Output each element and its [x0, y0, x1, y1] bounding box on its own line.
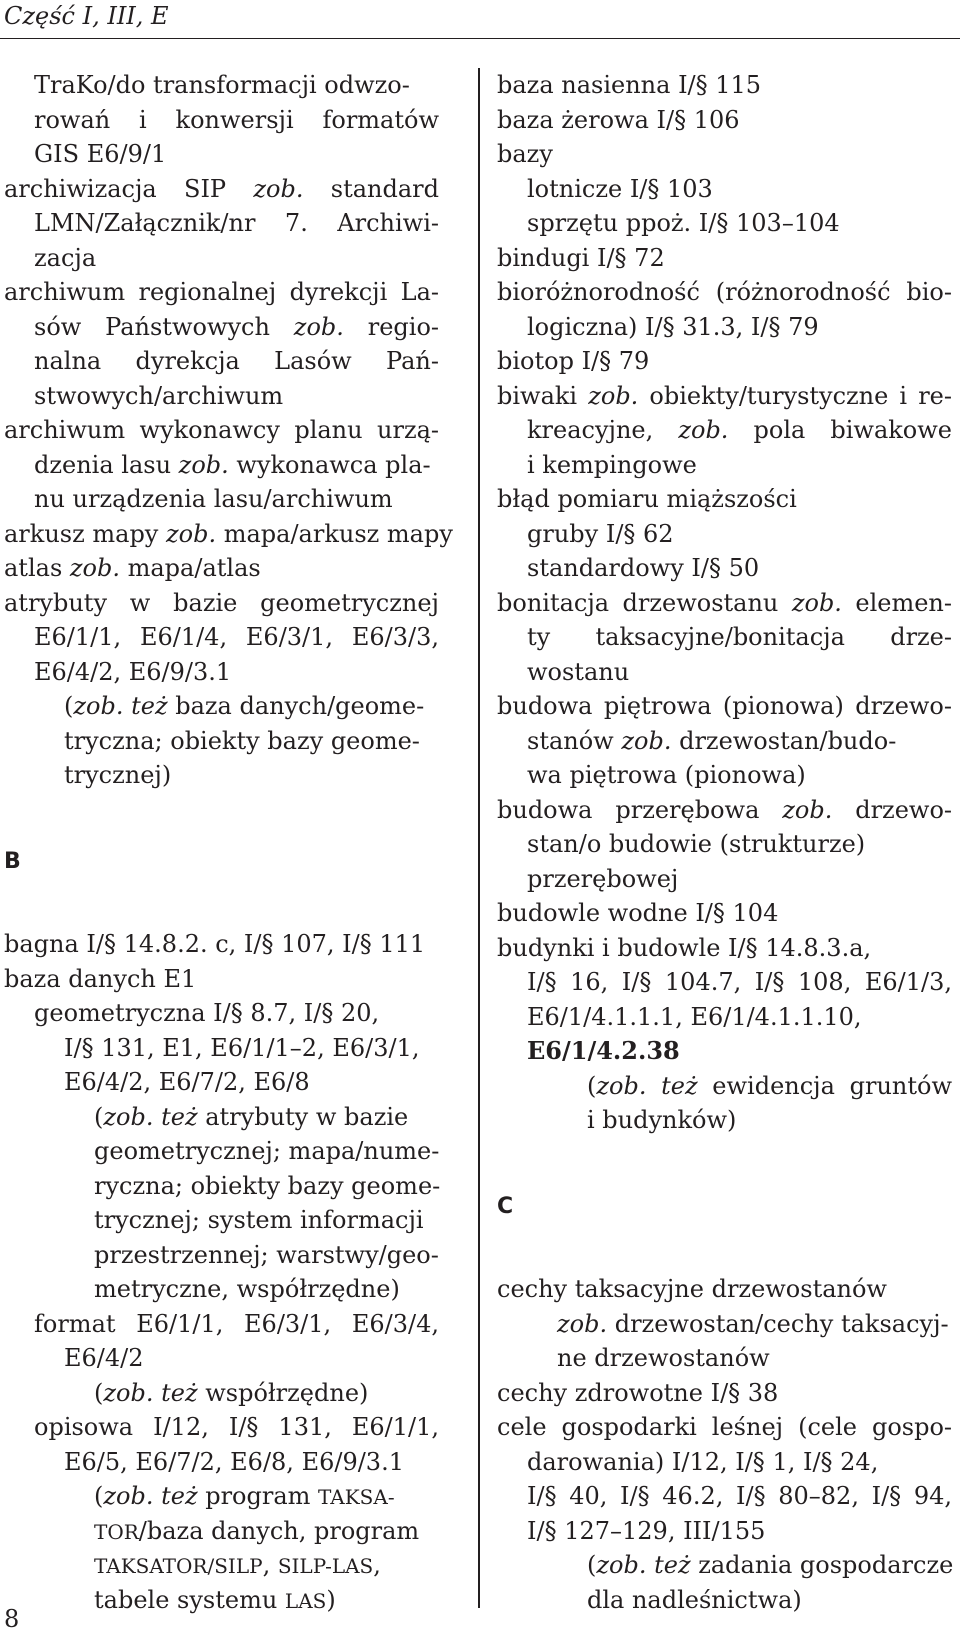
index-column-right — [497, 68, 952, 1617]
index-line: lotnicze I/§ 103 — [527, 174, 713, 203]
index-entry: błąd pomiaru miąższości — [497, 485, 797, 513]
index-line: (zob. też ewidencja gruntów — [587, 1071, 952, 1100]
index-line: TAKSATOR/SILP, SILP-LAS, — [94, 1551, 381, 1579]
index-column-left — [4, 68, 453, 1617]
index-entry: archiwizacja SIP zob. standard — [4, 174, 439, 203]
index-entry: baza żerowa I/§ 106 — [497, 105, 740, 134]
index-line: tabele systemu LAS) — [94, 1585, 336, 1614]
column-divider — [478, 68, 480, 1608]
index-line: gruby I/§ 62 — [527, 519, 674, 548]
index-line: E6/4/2, E6/9/3.1 — [34, 657, 232, 686]
index-line: tryczna; obiekty bazy geome- — [64, 726, 420, 755]
index-entry: budowa piętrowa (pionowa) drzewo- — [497, 692, 952, 720]
index-line: zob. drzewostan/cechy taksacyj- — [557, 1309, 949, 1338]
index-line: opisowa I/12, I/§ 131, E6/1/1, — [34, 1413, 439, 1441]
index-line: i budynków) — [587, 1106, 737, 1134]
index-line: stan/o budowie (strukturze) — [527, 830, 866, 858]
section-letter-c: C — [497, 1193, 514, 1219]
index-entry: atrybuty w bazie geometrycznej — [4, 588, 439, 617]
index-line: E6/1/1, E6/1/4, E6/3/1, E6/3/3, — [34, 623, 439, 651]
index-entry: baza nasienna I/§ 115 — [497, 71, 762, 99]
index-line: i kempingowe — [527, 450, 697, 479]
index-line: stwowych/archiwum — [34, 381, 284, 410]
index-line: I/§ 16, I/§ 104.7, I/§ 108, E6/1/3, — [527, 968, 952, 996]
index-line: format E6/1/1, E6/3/1, E6/3/4, — [34, 1309, 439, 1338]
index-line: E6/4/2, E6/7/2, E6/8 — [64, 1068, 310, 1096]
index-entry: biwaki zob. obiekty/turystyczne i re- — [497, 381, 952, 410]
index-line: wostanu — [527, 657, 630, 686]
section-gap — [4, 879, 439, 927]
index-line: logiczna) I/§ 31.3, I/§ 79 — [527, 312, 819, 341]
section-gap — [497, 1224, 952, 1272]
index-entry: bonitacja drzewostanu zob. elemen- — [497, 588, 952, 617]
index-line: E6/1/4.2.38 — [527, 1036, 680, 1065]
index-line: I/§ 127–129, III/155 — [527, 1516, 766, 1545]
index-entry: bagna I/§ 14.8.2. c, I/§ 107, I/§ 111 — [4, 930, 426, 958]
index-line: ne drzewostanów — [557, 1344, 770, 1372]
index-line: kreacyjne, zob. pola biwakowe — [527, 416, 953, 444]
index-line: (zob. też zadania gospodarcze — [587, 1551, 954, 1579]
index-line: nu urządzenia lasu/archiwum — [34, 485, 393, 513]
index-entry: baza danych E1 — [4, 964, 197, 993]
index-line: zacja — [34, 243, 97, 272]
index-entry: cechy zdrowotne I/§ 38 — [497, 1378, 779, 1407]
index-entry: archiwum wykonawcy planu urzą- — [4, 416, 439, 444]
index-entry: biotop I/§ 79 — [497, 347, 650, 375]
index-line: ryczna; obiekty bazy geome- — [94, 1171, 441, 1200]
index-line: (zob. też atrybuty w bazie — [94, 1102, 409, 1131]
page-number: 8 — [4, 1605, 20, 1633]
index-line: standardowy I/§ 50 — [527, 554, 760, 582]
header-title: Część I, III, E — [4, 2, 169, 30]
index-line: wa piętrowa (pionowa) — [527, 761, 806, 789]
index-line: sprzętu ppoż. I/§ 103–104 — [527, 209, 840, 237]
index-line: (zob. też program TAKSA- — [94, 1482, 395, 1510]
section-letter-b: B — [4, 848, 21, 874]
index-line: TOR/baza danych, program — [94, 1516, 420, 1545]
index-line: stanów zob. drzewostan/budo- — [527, 726, 897, 755]
index-line: trycznej; system informacji — [94, 1206, 424, 1234]
index-entry: budynki i budowle I/§ 14.8.3.a, — [497, 933, 872, 962]
index-entry: archiwum regionalnej dyrekcji La- — [4, 278, 439, 306]
section-gap — [497, 1138, 952, 1190]
index-line: przerębowej — [527, 864, 679, 893]
index-line: TraKo/do transformacji odwzo- — [34, 71, 410, 99]
index-entry: bioróżnorodność (różnorodność bio- — [497, 278, 952, 306]
index-line: dzenia lasu zob. wykonawca pla- — [34, 450, 431, 479]
section-gap — [4, 793, 439, 845]
running-header — [0, 0, 960, 39]
index-line: przestrzennej; warstwy/geo- — [94, 1240, 439, 1269]
index-line: nalna dyrekcja Lasów Pań- — [34, 347, 439, 375]
index-line: I/§ 131, E1, E6/1/1–2, E6/3/1, — [64, 1033, 420, 1062]
index-line: trycznej) — [64, 761, 172, 789]
index-line: sów Państwowych zob. regio- — [34, 312, 440, 341]
index-entry: cechy taksacyjne drzewostanów — [497, 1275, 887, 1303]
index-line: dla nadleśnictwa) — [587, 1585, 802, 1614]
index-line: LMN/Załącznik/nr 7. Archiwi- — [34, 209, 439, 237]
index-entry: cele gospodarki leśnej (cele gospo- — [497, 1413, 952, 1441]
index-entry: budowle wodne I/§ 104 — [497, 899, 779, 927]
index-entry: atlas zob. mapa/atlas — [4, 554, 261, 582]
index-line: E6/4/2 — [64, 1344, 144, 1372]
index-line: (zob. też współrzędne) — [94, 1378, 369, 1407]
index-line: E6/1/4.1.1.1, E6/1/4.1.1.10, — [527, 1002, 862, 1031]
index-entry: budowa przerębowa zob. drzewo- — [497, 795, 952, 824]
index-entry: bazy — [497, 140, 553, 168]
index-line: geometryczna I/§ 8.7, I/§ 20, — [34, 999, 380, 1027]
index-line: (zob. też baza danych/geome- — [64, 692, 425, 720]
index-line: E6/5, E6/7/2, E6/8, E6/9/3.1 — [64, 1447, 404, 1476]
index-line: metryczne, współrzędne) — [94, 1275, 400, 1303]
index-entry: bindugi I/§ 72 — [497, 243, 665, 272]
index-line: I/§ 40, I/§ 46.2, I/§ 80–82, I/§ 94, — [527, 1482, 952, 1510]
index-line: GIS E6/9/1 — [34, 140, 167, 168]
index-line: darowania) I/12, I/§ 1, I/§ 24, — [527, 1447, 879, 1476]
index-line: geometrycznej; mapa/nume- — [94, 1137, 440, 1165]
index-line: rowań i konwersji formatów — [34, 105, 439, 134]
index-entry: arkusz mapy zob. mapa/arkusz mapy — [4, 519, 453, 548]
index-line: ty taksacyjne/bonitacja drze- — [527, 623, 952, 651]
